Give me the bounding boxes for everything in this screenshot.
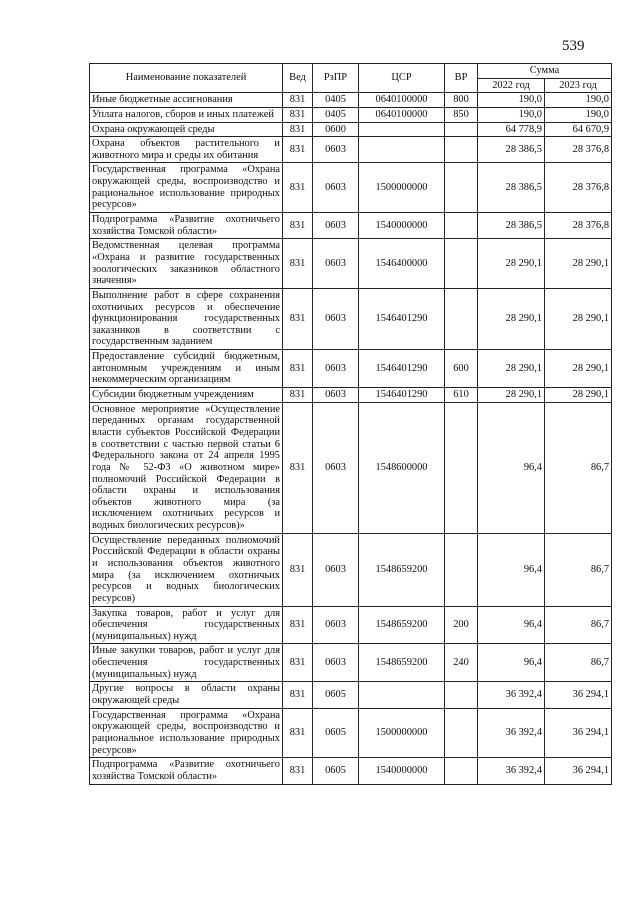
cell-vr: 600	[445, 350, 478, 388]
cell-vr	[445, 137, 478, 163]
cell-sum-2023: 86,7	[545, 606, 612, 644]
cell-ved: 831	[283, 644, 313, 682]
cell-sum-2023: 36 294,1	[545, 758, 612, 784]
header-year-2022: 2022 год	[478, 78, 545, 93]
cell-vr	[445, 758, 478, 784]
cell-rzpr: 0603	[313, 163, 359, 213]
cell-name: Иные закупки товаров, работ и услуг для обеспечения государственных (муниципальных) нужд	[90, 644, 283, 682]
cell-sum-2022: 36 392,4	[478, 682, 545, 708]
cell-sum-2022: 96,4	[478, 402, 545, 533]
cell-rzpr: 0603	[313, 402, 359, 533]
cell-name: Охрана окружающей среды	[90, 122, 283, 137]
cell-csr	[359, 122, 445, 137]
cell-csr: 1540000000	[359, 758, 445, 784]
cell-sum-2022: 96,4	[478, 644, 545, 682]
table-row	[90, 288, 612, 349]
cell-sum-2022: 36 392,4	[478, 708, 545, 758]
cell-name: Предоставление субсидий бюджетным, автономным учреждениям и иным некоммерческим организациям	[90, 350, 283, 388]
cell-vr	[445, 533, 478, 606]
cell-vr	[445, 708, 478, 758]
cell-ved: 831	[283, 239, 313, 289]
cell-name: Другие вопросы в области охраны окружающей среды	[90, 682, 283, 708]
cell-vr: 850	[445, 107, 478, 122]
cell-ved: 831	[283, 606, 313, 644]
cell-ved: 831	[283, 288, 313, 349]
budget-table	[89, 63, 612, 785]
cell-rzpr: 0605	[313, 682, 359, 708]
cell-sum-2022: 28 290,1	[478, 239, 545, 289]
cell-rzpr: 0603	[313, 644, 359, 682]
cell-ved: 831	[283, 350, 313, 388]
cell-name: Иные бюджетные ассигнования	[90, 93, 283, 108]
cell-csr: 1546400000	[359, 239, 445, 289]
cell-name: Осуществление переданных полномочий Российской Федерации в области охраны и использования объектов животного мира (за исключением охотничьих ресурсов и водных биологических ресурсов)	[90, 533, 283, 606]
table-row	[90, 107, 612, 122]
page-number: 539	[562, 38, 585, 54]
cell-name: Охрана объектов растительного и животного мира и среды их обитания	[90, 137, 283, 163]
table-row	[90, 137, 612, 163]
cell-vr: 610	[445, 388, 478, 403]
cell-sum-2023: 36 294,1	[545, 708, 612, 758]
table-body	[90, 93, 612, 784]
cell-sum-2023: 28 290,1	[545, 288, 612, 349]
cell-name: Подпрограмма «Развитие охотничьего хозяйства Томской области»	[90, 213, 283, 239]
cell-name: Выполнение работ в сфере сохранения охотничьих ресурсов и обеспечение функционирования государственных заказников в соответствии с государственным заданием	[90, 288, 283, 349]
table-row	[90, 606, 612, 644]
cell-csr: 1540000000	[359, 213, 445, 239]
cell-csr	[359, 137, 445, 163]
cell-csr: 1548659200	[359, 606, 445, 644]
header-row	[90, 64, 612, 79]
header-year-2023: 2023 год	[545, 78, 612, 93]
table-row	[90, 402, 612, 533]
cell-ved: 831	[283, 137, 313, 163]
cell-name: Подпрограмма «Развитие охотничьего хозяйства Томской области»	[90, 758, 283, 784]
cell-rzpr: 0603	[313, 213, 359, 239]
cell-sum-2022: 190,0	[478, 93, 545, 108]
cell-rzpr: 0605	[313, 708, 359, 758]
cell-name: Закупка товаров, работ и услуг для обеспечения государственных (муниципальных) нужд	[90, 606, 283, 644]
cell-csr: 1548600000	[359, 402, 445, 533]
table-row	[90, 93, 612, 108]
cell-sum-2023: 28 290,1	[545, 388, 612, 403]
table-row	[90, 350, 612, 388]
cell-csr: 0640100000	[359, 107, 445, 122]
cell-csr: 1548659200	[359, 533, 445, 606]
table-row	[90, 122, 612, 137]
cell-sum-2023: 86,7	[545, 402, 612, 533]
cell-sum-2022: 28 386,5	[478, 213, 545, 239]
cell-rzpr: 0603	[313, 606, 359, 644]
cell-sum-2023: 36 294,1	[545, 682, 612, 708]
cell-vr	[445, 682, 478, 708]
header-sum: Сумма	[478, 64, 612, 79]
table-row	[90, 758, 612, 784]
cell-rzpr: 0600	[313, 122, 359, 137]
cell-rzpr: 0603	[313, 388, 359, 403]
cell-csr: 0640100000	[359, 93, 445, 108]
cell-name: Основное мероприятие «Осуществление переданных органам государственной власти субъектов Российской Федерации в соответствии с частью первой статьи 6 Федерального закона от 24 апреля 1995 года № 52-ФЗ «О животном мире» полномочий Российской Федерации в области охраны и использования объектов животного мира (за исключением охотничьих ресурсов и водных биологических ресурсов)»	[90, 402, 283, 533]
cell-sum-2023: 190,0	[545, 107, 612, 122]
cell-ved: 831	[283, 107, 313, 122]
table-row	[90, 213, 612, 239]
table-row	[90, 682, 612, 708]
cell-csr: 1546401290	[359, 388, 445, 403]
header-csr: ЦСР	[359, 64, 445, 93]
cell-ved: 831	[283, 402, 313, 533]
cell-sum-2022: 28 386,5	[478, 137, 545, 163]
cell-ved: 831	[283, 708, 313, 758]
table-row	[90, 533, 612, 606]
cell-rzpr: 0603	[313, 350, 359, 388]
cell-vr	[445, 288, 478, 349]
cell-vr	[445, 163, 478, 213]
cell-sum-2022: 28 290,1	[478, 388, 545, 403]
cell-ved: 831	[283, 122, 313, 137]
cell-rzpr: 0405	[313, 93, 359, 108]
cell-vr	[445, 239, 478, 289]
cell-rzpr: 0603	[313, 239, 359, 289]
cell-csr: 1500000000	[359, 708, 445, 758]
cell-vr: 800	[445, 93, 478, 108]
cell-ved: 831	[283, 682, 313, 708]
cell-rzpr: 0605	[313, 758, 359, 784]
cell-vr	[445, 402, 478, 533]
cell-sum-2023: 28 376,8	[545, 137, 612, 163]
table-row	[90, 708, 612, 758]
cell-vr	[445, 122, 478, 137]
cell-vr: 200	[445, 606, 478, 644]
cell-rzpr: 0405	[313, 107, 359, 122]
cell-csr	[359, 682, 445, 708]
cell-rzpr: 0603	[313, 288, 359, 349]
cell-ved: 831	[283, 388, 313, 403]
cell-sum-2022: 28 290,1	[478, 288, 545, 349]
cell-vr: 240	[445, 644, 478, 682]
cell-ved: 831	[283, 213, 313, 239]
cell-sum-2023: 28 376,8	[545, 163, 612, 213]
cell-ved: 831	[283, 758, 313, 784]
cell-csr: 1500000000	[359, 163, 445, 213]
header-vr: ВР	[445, 64, 478, 93]
cell-rzpr: 0603	[313, 533, 359, 606]
cell-sum-2023: 64 670,9	[545, 122, 612, 137]
table-row	[90, 239, 612, 289]
cell-sum-2022: 96,4	[478, 606, 545, 644]
cell-csr: 1546401290	[359, 350, 445, 388]
cell-csr: 1548659200	[359, 644, 445, 682]
cell-name: Государственная программа «Охрана окружающей среды, воспроизводство и рациональное использование природных ресурсов»	[90, 163, 283, 213]
cell-sum-2023: 28 290,1	[545, 350, 612, 388]
header-name: Наименование показателей	[90, 64, 283, 93]
cell-sum-2022: 28 386,5	[478, 163, 545, 213]
cell-vr	[445, 213, 478, 239]
cell-ved: 831	[283, 93, 313, 108]
cell-ved: 831	[283, 163, 313, 213]
cell-sum-2023: 86,7	[545, 533, 612, 606]
cell-name: Уплата налогов, сборов и иных платежей	[90, 107, 283, 122]
cell-name: Ведомственная целевая программа «Охрана и развитие государственных зоологических заказников областного значения»	[90, 239, 283, 289]
cell-sum-2023: 190,0	[545, 93, 612, 108]
header-ved: Вед	[283, 64, 313, 93]
cell-sum-2022: 36 392,4	[478, 758, 545, 784]
cell-ved: 831	[283, 533, 313, 606]
table-row	[90, 644, 612, 682]
cell-sum-2022: 28 290,1	[478, 350, 545, 388]
cell-sum-2022: 190,0	[478, 107, 545, 122]
cell-sum-2023: 28 290,1	[545, 239, 612, 289]
cell-name: Субсидии бюджетным учреждениям	[90, 388, 283, 403]
cell-rzpr: 0603	[313, 137, 359, 163]
table-row	[90, 163, 612, 213]
cell-sum-2023: 86,7	[545, 644, 612, 682]
cell-csr: 1546401290	[359, 288, 445, 349]
cell-sum-2022: 64 778,9	[478, 122, 545, 137]
cell-name: Государственная программа «Охрана окружающей среды, воспроизводство и рациональное использование природных ресурсов»	[90, 708, 283, 758]
table-row	[90, 388, 612, 403]
cell-sum-2022: 96,4	[478, 533, 545, 606]
header-rzpr: РзПР	[313, 64, 359, 93]
cell-sum-2023: 28 376,8	[545, 213, 612, 239]
